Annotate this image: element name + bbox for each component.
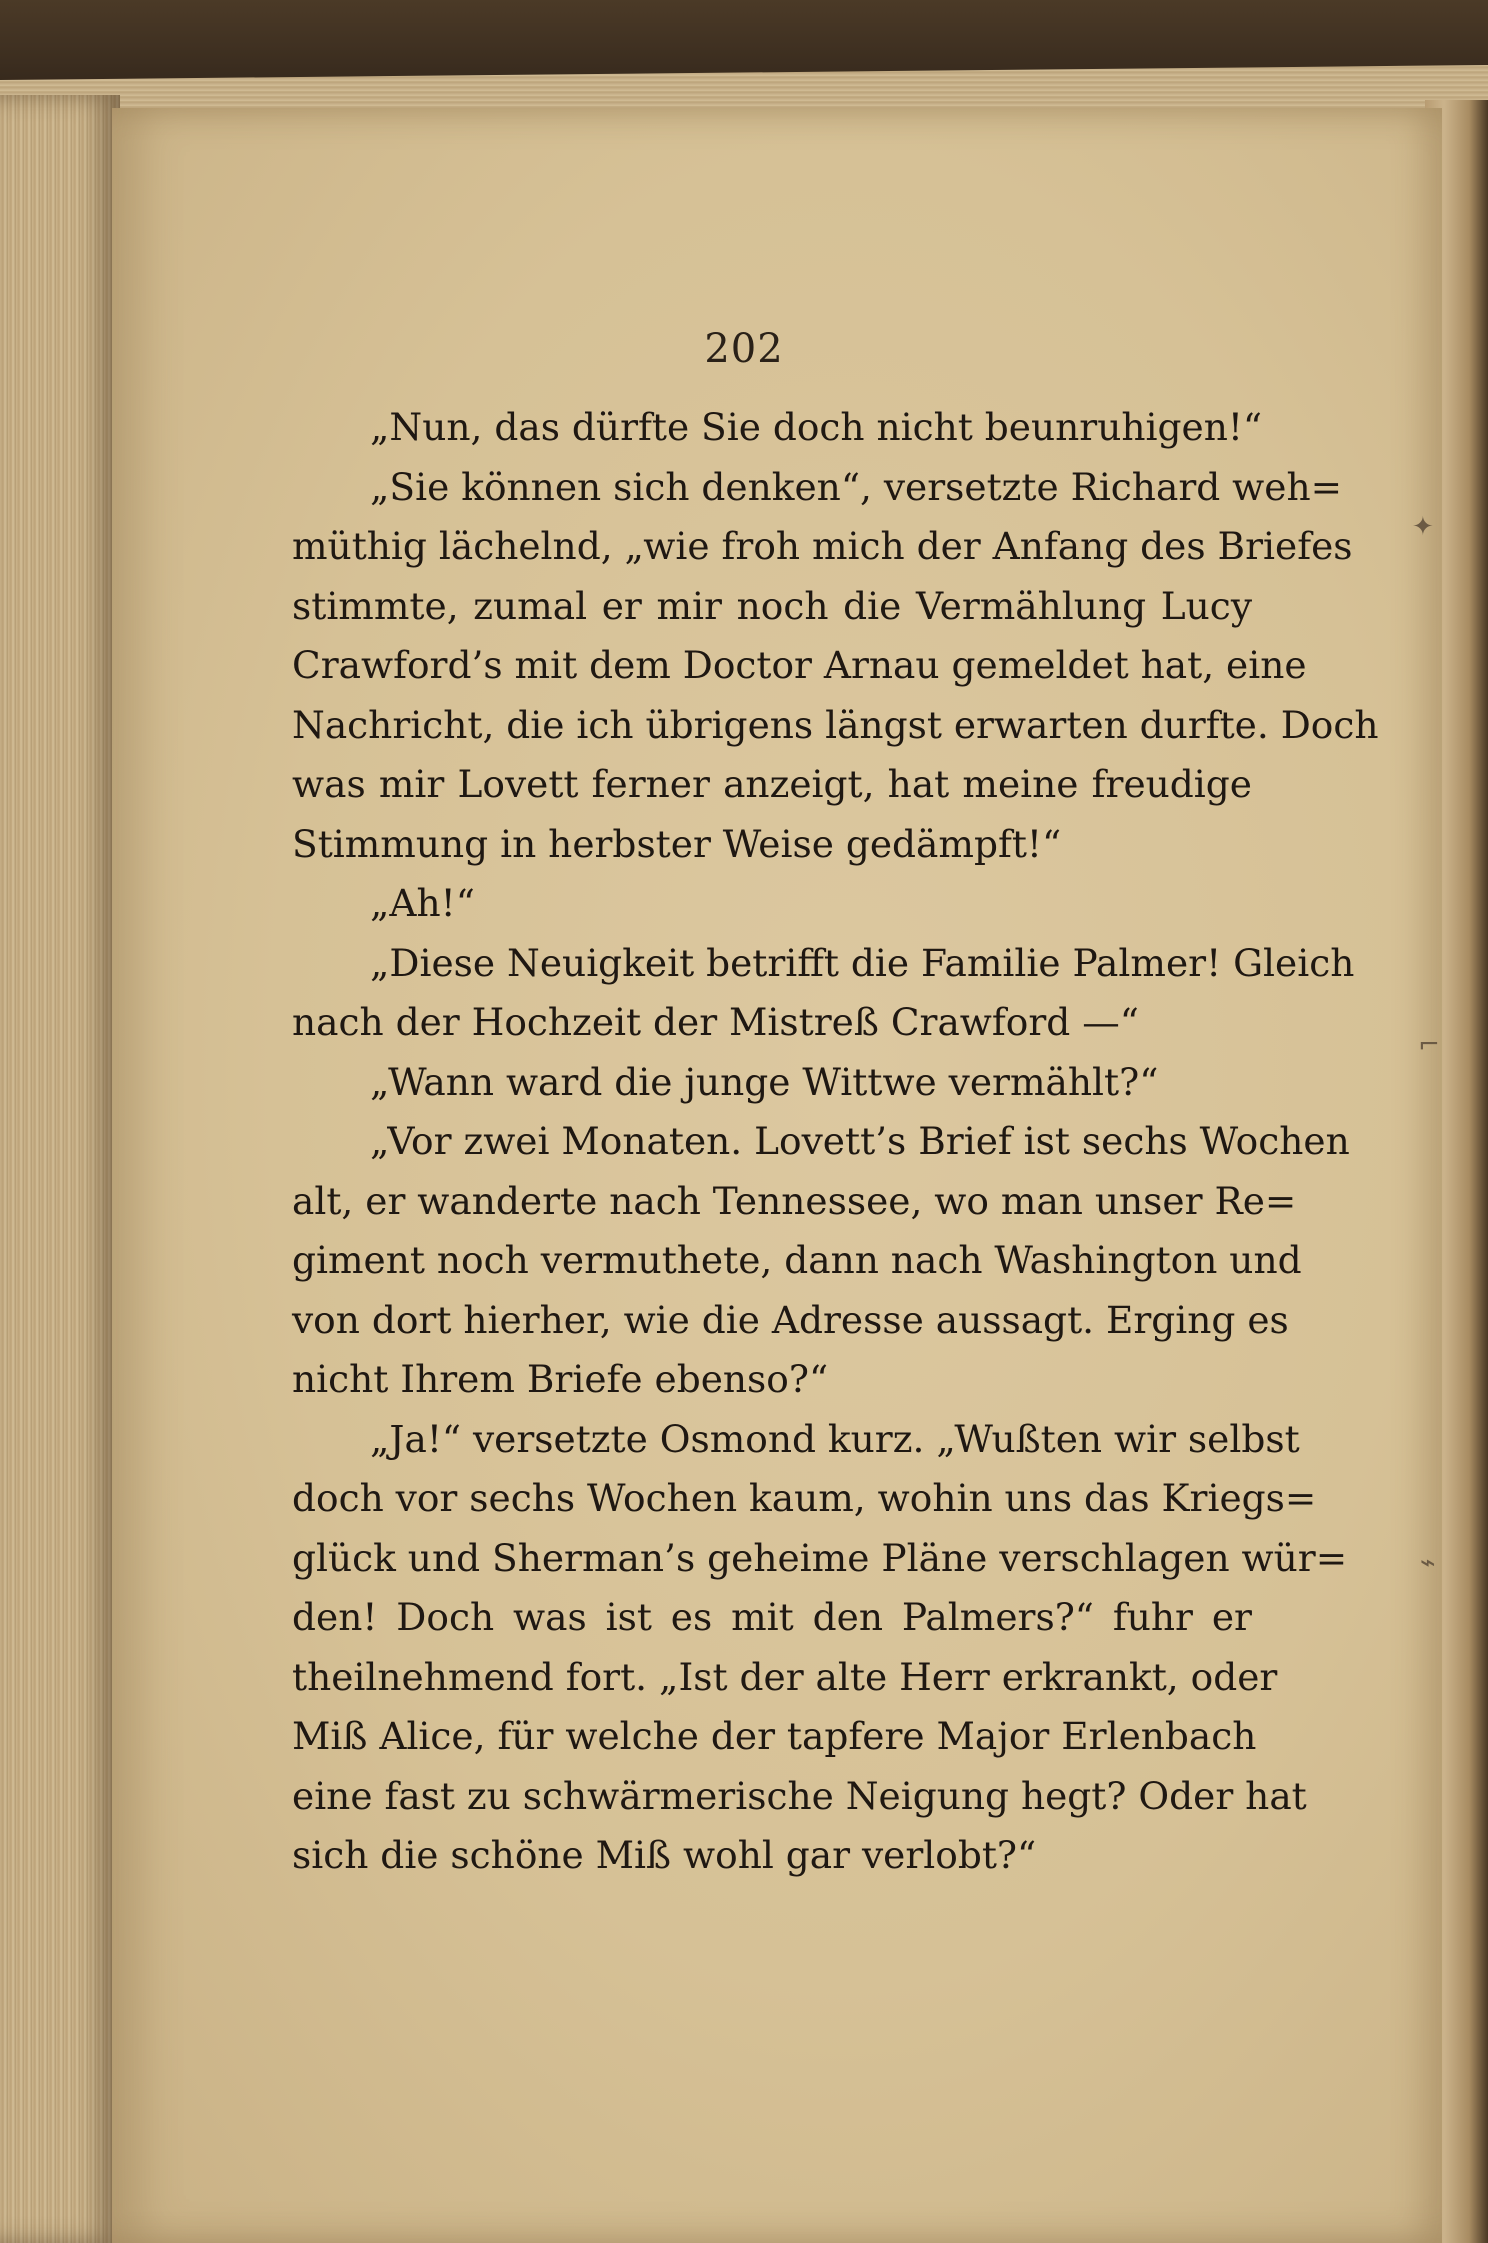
- text-line: nicht Ihrem Briefe ebenso?“: [292, 1357, 829, 1401]
- text-line: von dort hierher, wie die Adresse aussagt. Erging es: [292, 1297, 1289, 1342]
- text-line: alt, er wanderte nach Tennessee, wo man unser Re=: [292, 1178, 1297, 1223]
- text-line: eine fast zu schwärmerische Neigung hegt? Oder hat: [292, 1773, 1307, 1818]
- text-line: Nachricht, die ich übrigens längst erwarten durfte. Doch: [292, 702, 1379, 747]
- text-line: giment noch vermuthete, dann nach Washington und: [292, 1238, 1302, 1282]
- text-line: „Ja!“ versetzte Osmond kurz. „Wußten wir selbst: [370, 1416, 1300, 1461]
- text-line: „Vor zwei Monaten. Lovett’s Brief ist sechs Wochen: [370, 1119, 1350, 1163]
- text-line: Stimmung in herbster Weise gedämpft!“: [292, 821, 1062, 866]
- text-line: stimmte, zumal er mir noch die Vermählung Lucy: [292, 583, 1252, 628]
- page-number: 202: [704, 326, 784, 372]
- text-line: nach der Hochzeit der Mistreß Crawford —“: [292, 1000, 1139, 1044]
- page-text: [292, 398, 1379, 1886]
- margin-mark-icon: ⌁: [1420, 1548, 1436, 1578]
- text-line: glück und Sherman’s geheime Pläne verschlagen wür=: [292, 1535, 1348, 1580]
- text-line: „Wann ward die junge Wittwe vermählt?“: [370, 1059, 1159, 1104]
- margin-mark-icon: ✦: [1412, 512, 1434, 542]
- page-edges-left: [0, 95, 120, 2243]
- text-line: „Sie können sich denken“, versetzte Richard weh=: [370, 464, 1343, 509]
- margin-mark-icon: ⌐: [1418, 1030, 1440, 1060]
- text-line: „Ah!“: [370, 881, 475, 925]
- text-line: was mir Lovett ferner anzeigt, hat meine freudige: [292, 762, 1252, 806]
- text-line: Crawford’s mit dem Doctor Arnau gemeldet hat, eine: [292, 643, 1307, 687]
- text-line: doch vor sechs Wochen kaum, wohin uns das Kriegs=: [292, 1476, 1317, 1520]
- text-line: Miß Alice, für welche der tapfere Major Erlenbach: [292, 1714, 1257, 1758]
- text-line: den! Doch was ist es mit den Palmers?“ fuhr er: [292, 1595, 1252, 1639]
- text-line: „Nun, das dürfte Sie doch nicht beunruhigen!“: [370, 405, 1263, 449]
- text-line: theilnehmend fort. „Ist der alte Herr erkrankt, oder: [292, 1654, 1278, 1699]
- text-line: „Diese Neuigkeit betrifft die Familie Palmer! Gleich: [370, 940, 1355, 985]
- text-line: sich die schöne Miß wohl gar verlobt?“: [292, 1833, 1037, 1877]
- text-line: müthig lächelnd, „wie froh mich der Anfang des Briefes: [292, 524, 1353, 568]
